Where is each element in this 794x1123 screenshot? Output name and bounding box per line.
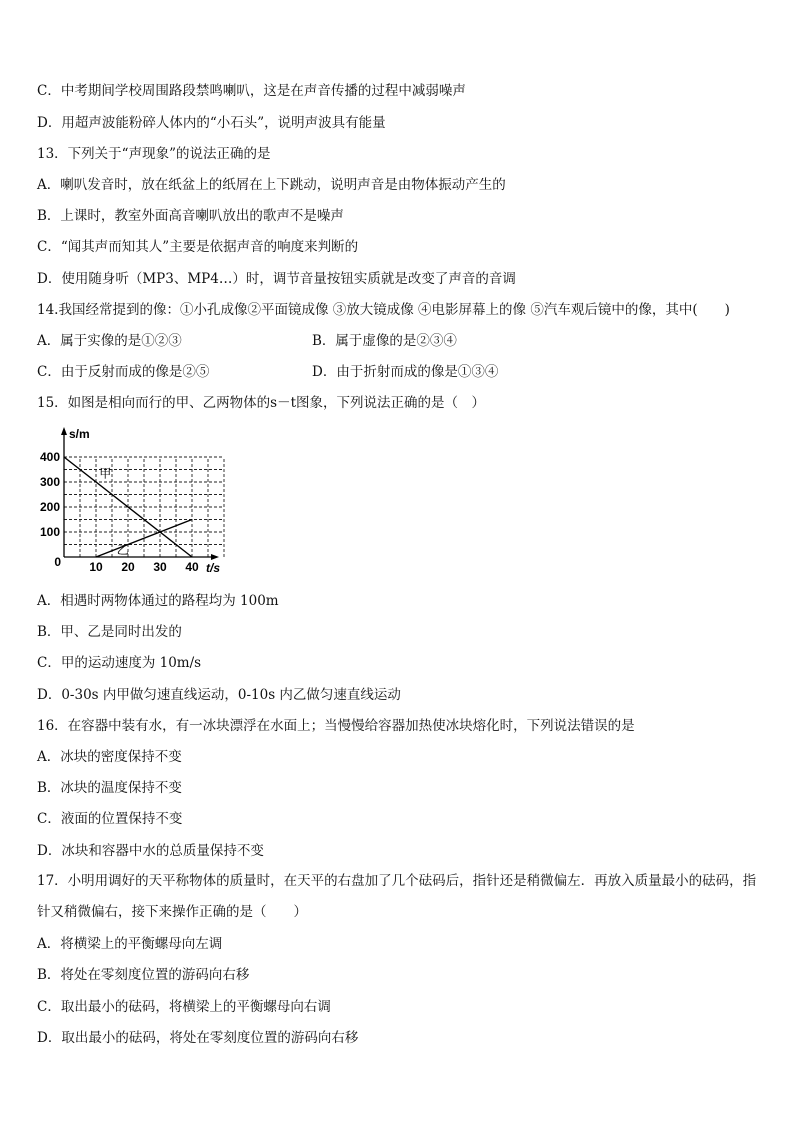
x-tick-label: 30	[153, 560, 167, 574]
q14-option-b: B．属于虚像的是②③④	[312, 333, 457, 349]
x-axis-arrow	[211, 554, 219, 560]
q15-option-c: C．甲的运动速度为 10m/s	[37, 655, 202, 671]
q17-option-d: D．取出最小的砝码，将处在零刻度位置的游码向右移	[37, 1030, 359, 1046]
q16-stem: 16．在容器中装有水，有一冰块漂浮在水面上；当慢慢给容器加热使冰块熔化时，下列说法错误的是	[37, 718, 635, 734]
x-axis-label: t/s	[206, 561, 221, 575]
q17-option-a: A．将横梁上的平衡螺母向左调	[37, 936, 223, 952]
q13-stem: 13．下列关于“声现象”的说法正确的是	[37, 146, 271, 162]
q16-option-c: C．液面的位置保持不变	[37, 811, 183, 827]
q17-stem: 17．小明用调好的天平称物体的质量时，在天平的右盘加了几个砝码后，指针还是稍微偏左．再放入质量最小的砝码，指针又稍微偏右，接下来操作正确的是（ ）	[37, 873, 757, 920]
q13-option-d: D．使用随身听（MP3、MP4…）时，调节音量按钮实质就是改变了声音的音调	[37, 271, 516, 287]
q12-option-d: D．用超声波能粉碎人体内的“小石头”，说明声波具有能量	[37, 115, 386, 131]
q16-option-d: D．冰块和容器中水的总质量保持不变	[37, 843, 264, 859]
y-tick-label: 300	[39, 475, 60, 489]
q14-option-a: A．属于实像的是①②③	[37, 333, 182, 349]
x-tick-label: 40	[185, 560, 199, 574]
y-axis-label: s/m	[69, 427, 90, 441]
q14-option-c: C．由于反射而成的像是②⑤	[37, 364, 210, 380]
q15-option-a: A．相遇时两物体通过的路程均为 100m	[37, 593, 279, 609]
q16-option-a: A．冰块的密度保持不变	[37, 749, 182, 765]
st-graph	[36, 424, 240, 576]
q17-option-c: C．取出最小的砝码，将横梁上的平衡螺母向右调	[37, 999, 331, 1015]
q13-option-c: C．“闻其声而知其人”主要是依据声音的响度来判断的	[37, 239, 359, 255]
q17-option-b: B．将处在零刻度位置的游码向右移	[37, 967, 250, 983]
x-tick-label: 20	[121, 560, 135, 574]
origin-label: 0	[54, 555, 61, 569]
y-tick-label: 400	[39, 450, 60, 464]
q13-option-a: A．喇叭发音时，放在纸盆上的纸屑在上下跳动，说明声音是由物体振动产生的	[37, 177, 506, 193]
x-tick-label: 10	[89, 560, 103, 574]
q13-option-b: B．上课时，教室外面高音喇叭放出的歌声不是噪声	[37, 208, 344, 224]
q16-option-b: B．冰块的温度保持不变	[37, 780, 182, 796]
q14-stem: 14.我国经常提到的像：①小孔成像②平面镜成像 ③放大镜成像 ④电影屏幕上的像 ⑤汽车观后镜中的像，其中( )	[37, 302, 730, 318]
y-tick-label: 100	[39, 525, 60, 539]
q15-option-d: D．0-30s 内甲做匀速直线运动，0-10s 内乙做匀速直线运动	[37, 687, 401, 703]
q15-stem: 15．如图是相向而行的甲、乙两物体的s－t图象，下列说法正确的是（ ）	[37, 395, 486, 411]
q14-option-d: D．由于折射而成的像是①③④	[312, 364, 499, 380]
y-tick-label: 200	[39, 500, 60, 514]
q12-option-c: C．中考期间学校周围路段禁鸣喇叭，这是在声音传播的过程中减弱噪声	[37, 83, 466, 99]
y-axis-arrow	[61, 427, 67, 435]
series-label-jia: 甲	[99, 466, 112, 481]
q15-option-b: B．甲、乙是同时出发的	[37, 624, 182, 640]
series-label-yi: 乙	[116, 543, 129, 557]
